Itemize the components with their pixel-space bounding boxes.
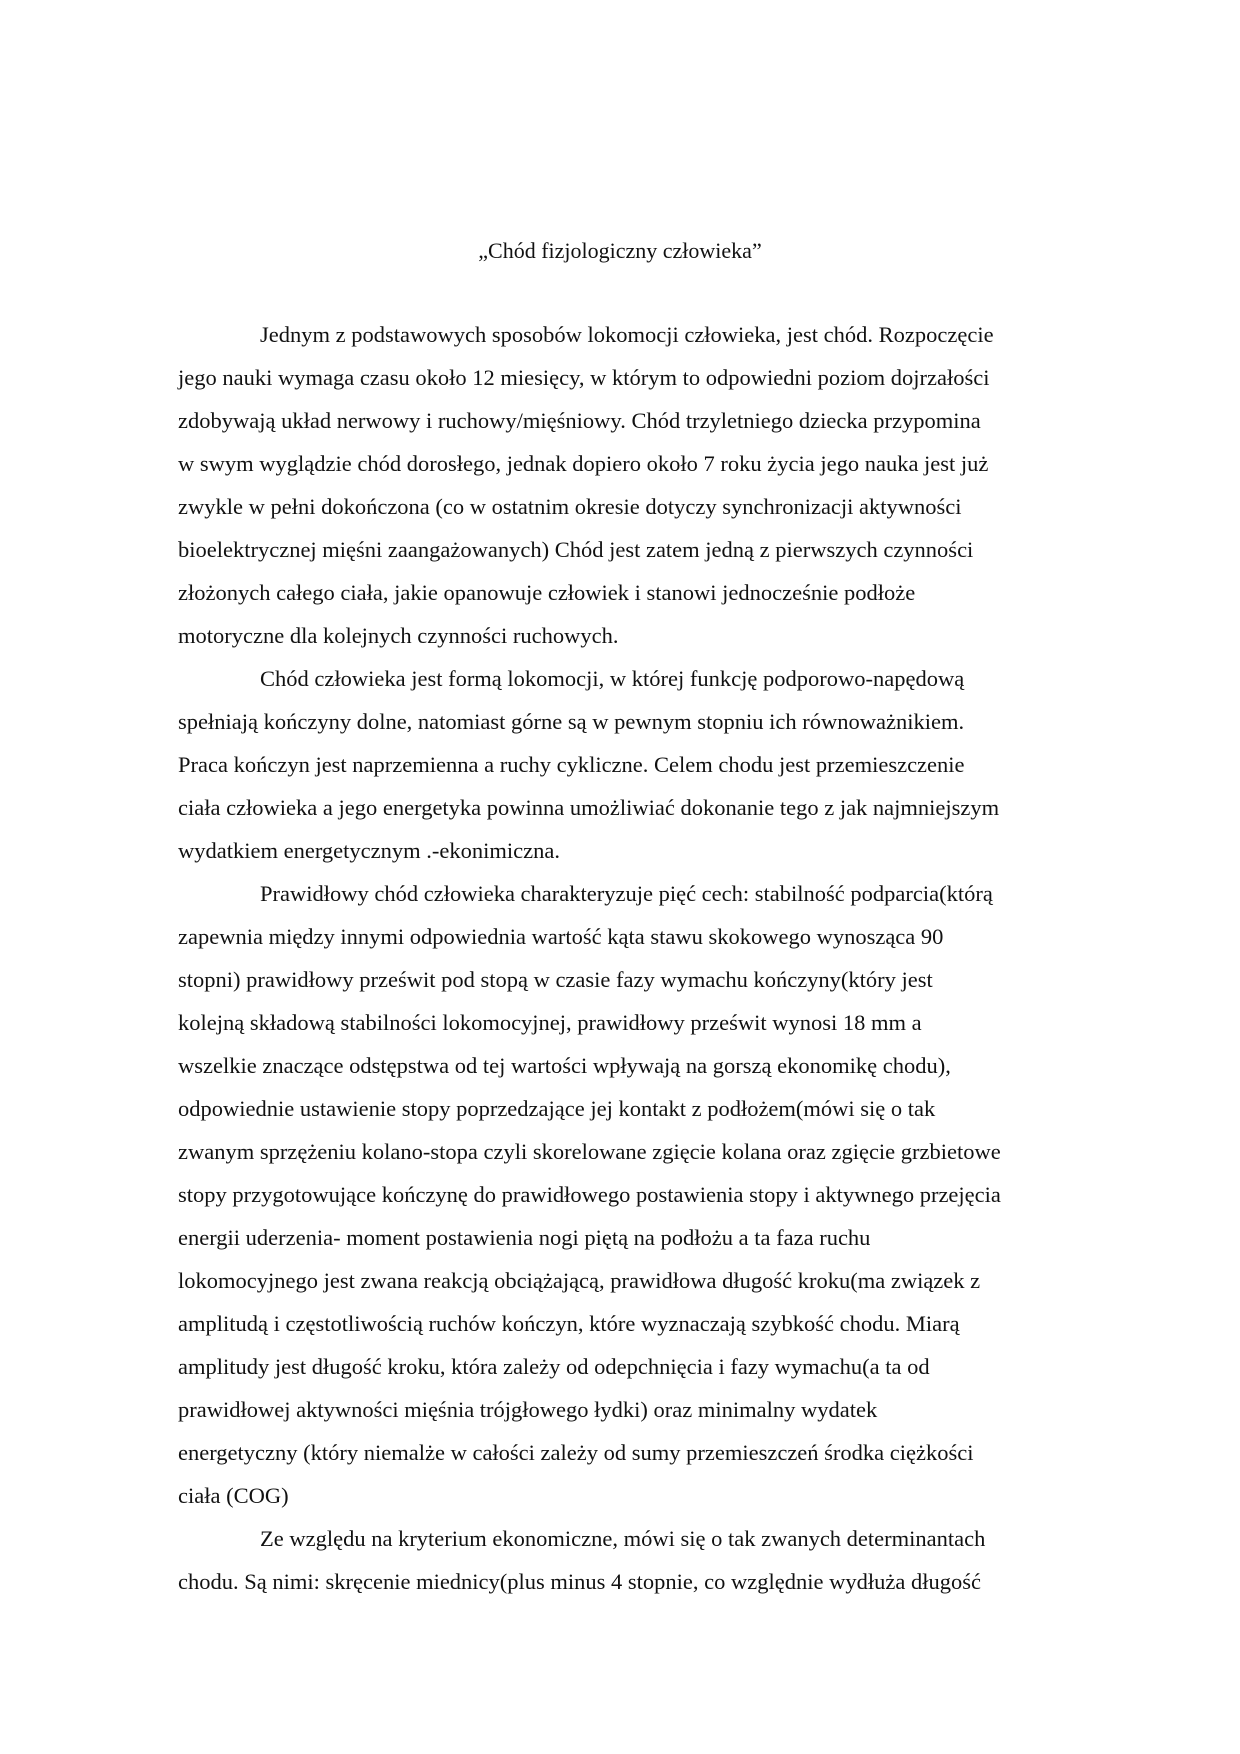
paragraph-line: zdobywają układ nerwowy i ruchowy/mięśniowy. Chód trzyletniego dziecka przypomina bbox=[178, 408, 981, 433]
paragraph-line: lokomocyjnego jest zwana reakcją obciążającą, prawidłowa długość kroku(ma związek z bbox=[178, 1268, 981, 1293]
paragraph-line: wydatkiem energetycznym .-ekonimiczna. bbox=[178, 838, 560, 863]
paragraph-line: zwykle w pełni dokończona (co w ostatnim okresie dotyczy synchronizacji aktywności bbox=[178, 494, 962, 519]
paragraph-line: bioelektrycznej mięśni zaangażowanych) Chód jest zatem jedną z pierwszych czynności bbox=[178, 537, 974, 562]
paragraph-line: ciała człowieka a jego energetyka powinna umożliwiać dokonanie tego z jak najmniejszym bbox=[178, 795, 1000, 820]
paragraph-line: energii uderzenia- moment postawienia nogi piętą na podłożu a ta faza ruchu bbox=[178, 1225, 871, 1250]
paragraph-line: stopy przygotowujące kończynę do prawidłowego postawienia stopy i aktywnego przejęcia bbox=[178, 1182, 1001, 1207]
paragraph-line: Prawidłowy chód człowieka charakteryzuje pięć cech: stabilność podparcia(którą bbox=[260, 881, 993, 906]
paragraph-line: prawidłowej aktywności mięśnia trójgłowego łydki) oraz minimalny wydatek bbox=[178, 1397, 878, 1422]
paragraph-line: Chód człowieka jest formą lokomocji, w której funkcję podporowo-napędową bbox=[260, 666, 965, 691]
paragraph-line: ciała (COG) bbox=[178, 1483, 289, 1508]
paragraph-line: amplitudą i częstotliwością ruchów kończyn, które wyznaczają szybkość chodu. Miarą bbox=[178, 1311, 960, 1336]
paragraph-line: motoryczne dla kolejnych czynności ruchowych. bbox=[178, 623, 619, 648]
paragraph-line: w swym wyglądzie chód dorosłego, jednak dopiero około 7 roku życia jego nauka jest już bbox=[178, 451, 989, 476]
paragraph-line: odpowiednie ustawienie stopy poprzedzające jej kontakt z podłożem(mówi się o tak bbox=[178, 1096, 936, 1121]
document-title: „Chód fizjologiczny człowieka” bbox=[478, 238, 762, 263]
paragraph-line: Jednym z podstawowych sposobów lokomocji człowieka, jest chód. Rozpoczęcie bbox=[260, 322, 994, 347]
paragraph-line: zapewnia między innymi odpowiednia wartość kąta stawu skokowego wynosząca 90 bbox=[178, 924, 944, 949]
paragraph-line: Praca kończyn jest naprzemienna a ruchy cykliczne. Celem chodu jest przemieszczenie bbox=[178, 752, 965, 777]
paragraph-line: wszelkie znaczące odstępstwa od tej wartości wpływają na gorszą ekonomikę chodu), bbox=[178, 1053, 951, 1078]
paragraph-line: zwanym sprzężeniu kolano-stopa czyli skorelowane zgięcie kolana oraz zgięcie grzbietowe bbox=[178, 1139, 1001, 1164]
paragraph-line: Ze względu na kryterium ekonomiczne, mówi się o tak zwanych determinantach bbox=[260, 1526, 986, 1551]
paragraph-line: stopni) prawidłowy prześwit pod stopą w czasie fazy wymachu kończyny(który jest bbox=[178, 967, 933, 992]
paragraph-line: energetyczny (który niemalże w całości zależy od sumy przemieszczeń środka ciężkości bbox=[178, 1440, 974, 1465]
paragraph-line: kolejną składową stabilności lokomocyjnej, prawidłowy prześwit wynosi 18 mm a bbox=[178, 1010, 922, 1035]
paragraph-line: złożonych całego ciała, jakie opanowuje człowiek i stanowi jednocześnie podłoże bbox=[178, 580, 916, 605]
paragraph-line: spełniają kończyny dolne, natomiast górne są w pewnym stopniu ich równoważnikiem. bbox=[178, 709, 965, 734]
paragraph-line: amplitudy jest długość kroku, która zależy od odepchnięcia i fazy wymachu(a ta od bbox=[178, 1354, 930, 1379]
paragraph-line: chodu. Są nimi: skręcenie miednicy(plus minus 4 stopnie, co względnie wydłuża długość bbox=[178, 1569, 981, 1594]
paragraph-line: jego nauki wymaga czasu około 12 miesięcy, w którym to odpowiedni poziom dojrzałości bbox=[178, 365, 990, 390]
